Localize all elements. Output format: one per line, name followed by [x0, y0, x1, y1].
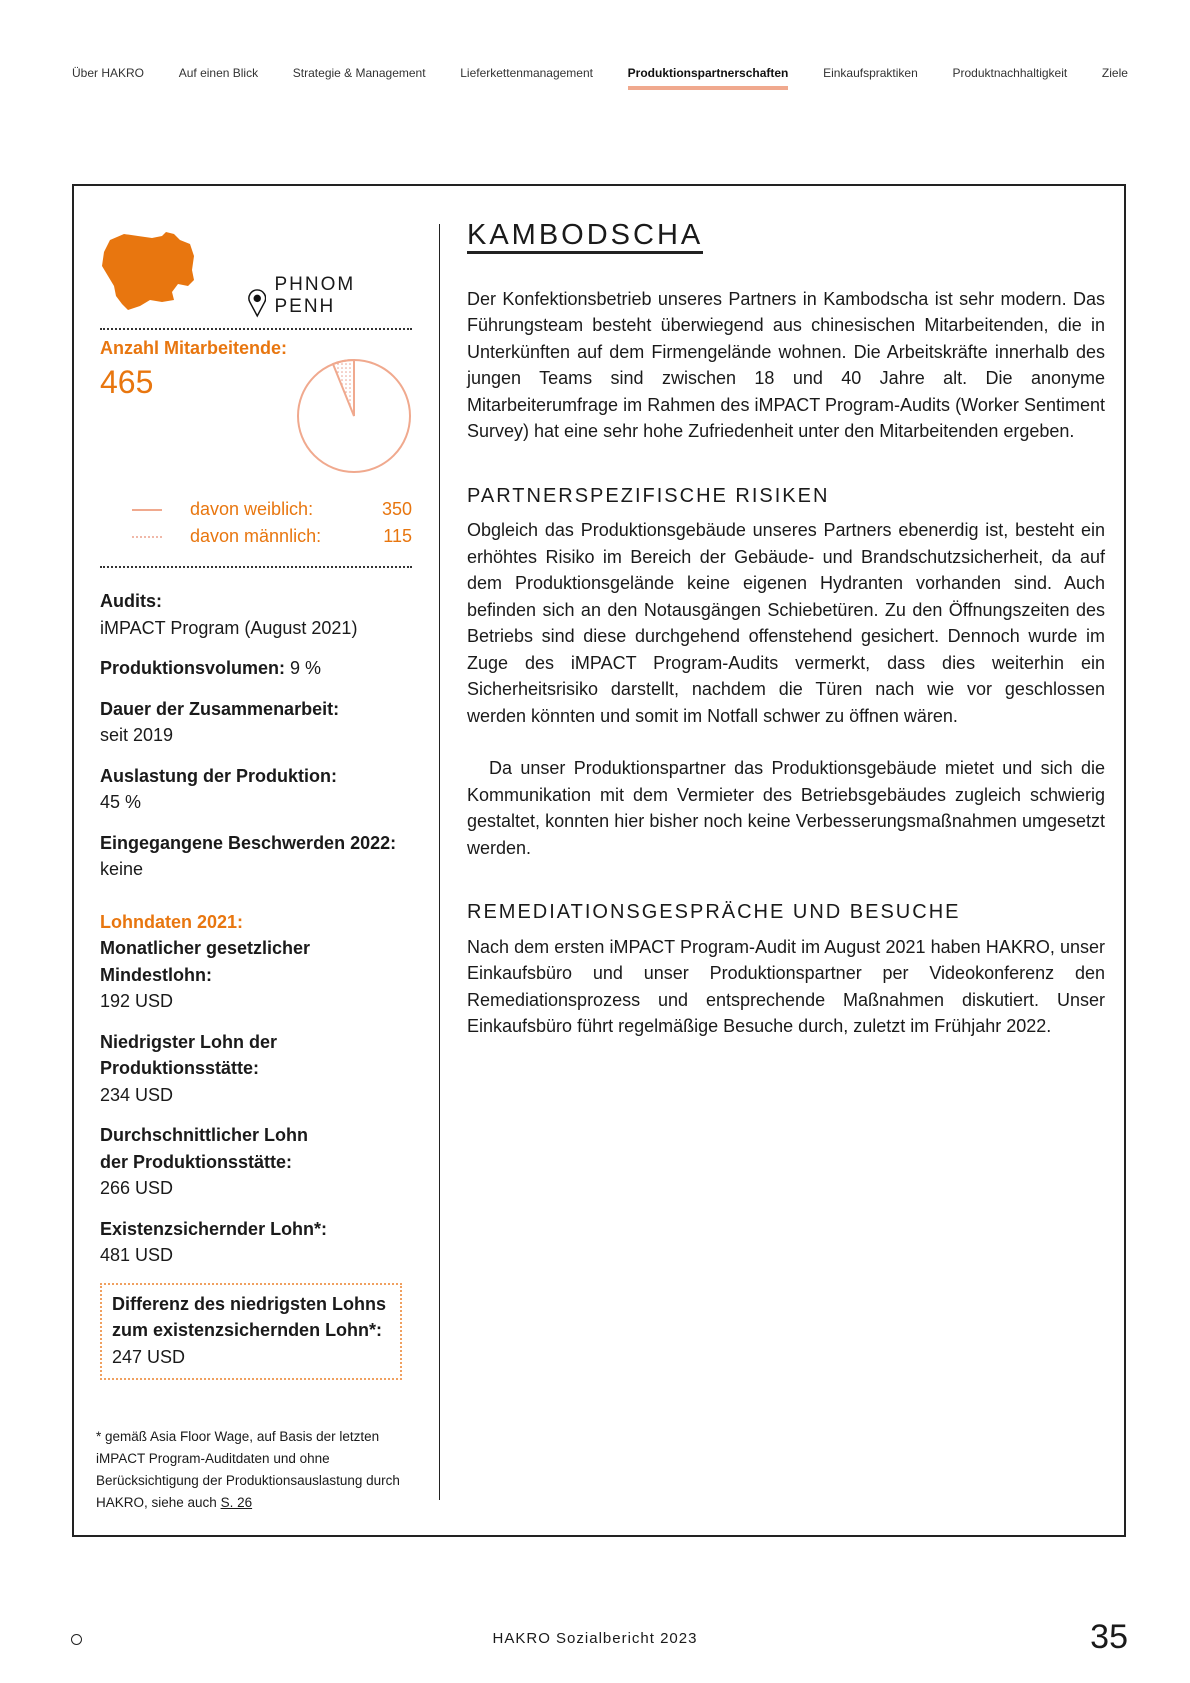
pie-slice-male [333, 360, 354, 416]
nav-produktionspartnerschaften[interactable]: Produktionspartnerschaften [628, 66, 789, 86]
nav-produktnachhaltigkeit[interactable]: Produktnachhaltigkeit [952, 66, 1068, 80]
footnote [96, 1426, 416, 1514]
dotted-line-swatch [132, 536, 162, 538]
dotted-divider [100, 566, 412, 568]
dotted-divider [100, 328, 412, 330]
legend-value: 350 [381, 499, 412, 519]
page-title: KAMBODSCHA [467, 222, 703, 254]
risks-heading: PARTNERSPEZIFISCHE RISIKEN [467, 484, 830, 507]
top-navigation [72, 66, 1128, 86]
legend-female [132, 496, 412, 523]
nav-lieferkettenmanagement[interactable]: Lieferkettenmanagement [460, 66, 593, 80]
footer-title: HAKRO Sozialbericht 2023 [492, 1630, 698, 1647]
fact-average-wage: Durchschnittlicher Lohn der Produktionsstätte: 266 USD [100, 1125, 309, 1198]
fact-min-wage: Lohndaten 2021: Monatlicher gesetzlicher Mindestlohn: 192 USD [100, 911, 311, 1011]
legend-male [132, 523, 412, 550]
page-number: 35 [1090, 1618, 1128, 1656]
fact-audits: Audits: iMPACT Program (August 2021) [100, 591, 358, 638]
fact-volume: Produktionsvolumen: 9 % [100, 658, 322, 678]
fact-complaints: Eingegangene Beschwerden 2022: keine [100, 832, 397, 879]
legend-label: davon weiblich: [190, 499, 314, 519]
column-divider [439, 224, 440, 1500]
page-26-link[interactable]: S. 26 [220, 1495, 253, 1510]
remediation-paragraph: Nach dem ersten iMPACT Program-Audit im August 2021 haben HAKRO, unser Einkaufsbüro und unser Produktionspartner per Videokonferenz den Remediationsprozess und entsprechende Maßnahmen diskutiert. Unser Einkaufsbüro führt regelmäßige Besuche durch, zuletzt im Frühjahr 2022. [467, 936, 1105, 1036]
nav-ueber-hakro[interactable]: Über HAKRO [72, 66, 145, 80]
remediation-heading: REMEDIATIONSGESPRÄCHE UND BESUCHE [467, 901, 961, 923]
city-name: PHNOM PENH [274, 274, 356, 317]
fact-living-wage: Existenzsichernder Lohn*: 481 USD [100, 1218, 328, 1265]
pie-legend [132, 496, 412, 550]
fact-duration: Dauer der Zusammenarbeit: seit 2019 [100, 698, 340, 745]
nav-auf-einen-blick[interactable]: Auf einen Blick [178, 66, 259, 80]
city-label [248, 274, 412, 318]
employees-label: Anzahl Mitarbeitende: [100, 338, 288, 358]
fact-wage-difference: Differenz des niedrigsten Lohns zum existenzsichernden Lohn*: 247 USD [100, 1283, 402, 1381]
intro-paragraph: Der Konfektionsbetrieb unseres Partners in Kambodscha ist sehr modern. Das Führungsteam besteht überwiegend aus chinesischen Mitarbeitenden, die in Unterkünften auf dem Firmengelände wohnen. Die Arbeitskräfte innerhalb des jungen Teams sind zwischen 18 und 40 Jahre alt. Die anonyme Mitarbeiterumfrage im Rahmen des iMPACT Program-Audits (Worker Sentiment Survey) hat eine sehr hohe Zufriedenheit unter den Mitarbeitenden ergeben. [467, 288, 1105, 441]
risks-paragraph-2: Da unser Produktionspartner das Produktionsgebäude mietet und sich die Kommunikation mit dem Vermieter des Betriebsgebäudes zugleich schwierig gestaltet, konnten hier bisher noch keine Verbesserungsmaßnahmen umgesetzt werden. [467, 758, 1105, 858]
solid-line-swatch [132, 509, 162, 511]
nav-einkaufspraktiken[interactable]: Einkaufspraktiken [823, 66, 918, 80]
fact-lowest-wage: Niedrigster Lohn der Produktionsstätte: 234 USD [100, 1031, 278, 1105]
nav-ziele[interactable]: Ziele [1101, 66, 1128, 80]
cambodia-map-icon [100, 230, 196, 314]
legend-label: davon männlich: [190, 526, 322, 546]
risks-paragraph-1: Obgleich das Produktionsgebäude unseres Partners ebenerdig ist, besteht ein erhöhtes Risiko im Bereich der Gebäude- und Brandschutzsicherheit, da auf dem Produktionsgelände keine eigenen Hydranten vorhanden sind. Auch befinden sich an den Notausgängen Schiebetüren. Zu den Öffnungszeiten des Betriebs sind diese durchgehend offenstehend gesichert. Dennoch wurde im Zuge des iMPACT Program-Audits vermerkt, dass dies weiterhin ein Sicherheitsrisiko darstellt, nachdem die Türen nach wie vor geschlossen werden könnten und somit im Notfall schwer zu öffnen wären. [467, 520, 1105, 726]
gender-pie-chart [296, 358, 412, 474]
footnote-text: * gemäß Asia Floor Wage, auf Basis der letzten iMPACT Program-Auditdaten und ohne Berücksichtigung der Produktionsauslastung durch HAKRO, siehe auch [96, 1429, 400, 1510]
legend-value: 115 [383, 526, 412, 546]
nav-strategie-management[interactable]: Strategie & Management [292, 66, 426, 80]
fact-utilization: Auslastung der Produktion: 45 % [100, 765, 338, 812]
location-pin-icon [248, 288, 266, 318]
facts-list [100, 588, 412, 1394]
main-content [467, 219, 1105, 1040]
employees-total: 465 [100, 364, 154, 400]
